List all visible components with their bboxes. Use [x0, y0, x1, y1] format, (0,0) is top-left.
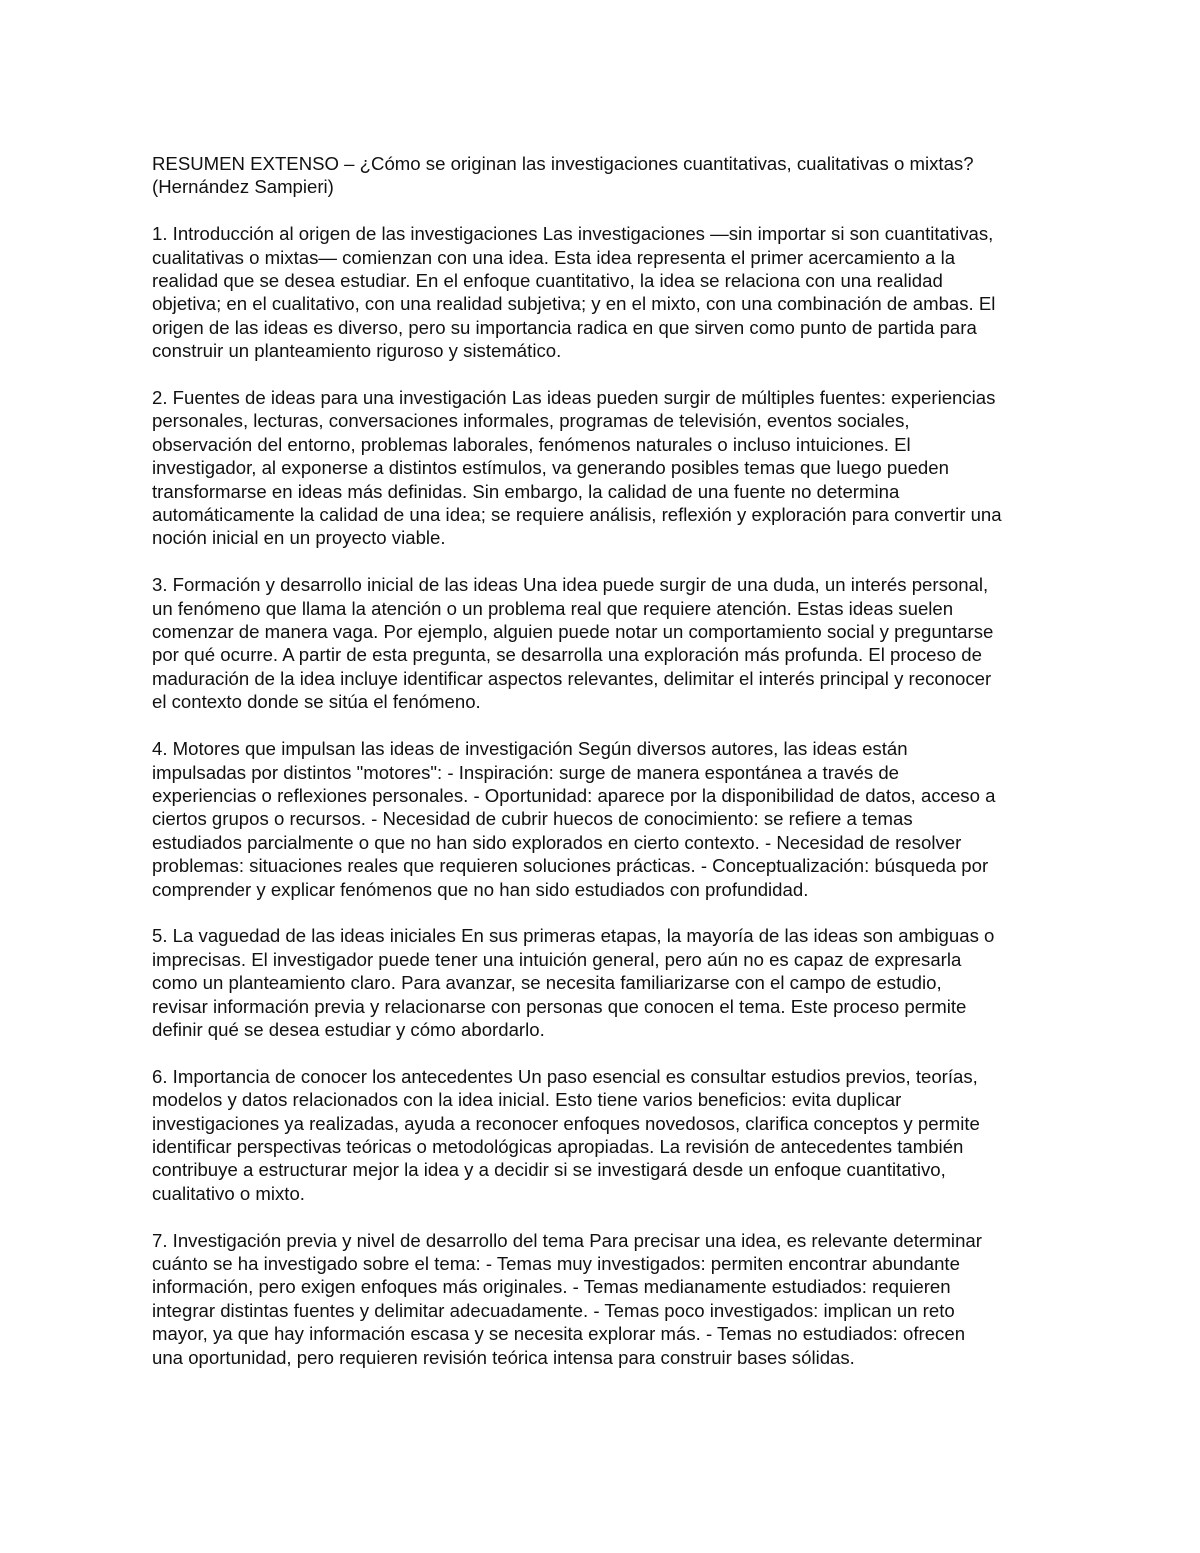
- paragraph-investigacion-previa: 7. Investigación previa y nivel de desarrollo del tema Para precisar una idea, es relevante determinar cuánto se ha investigado sobre el tema: - Temas muy investigados: permiten encontrar abundante información, pero exigen enfoques más originales. - Temas medianamente estudiados: requieren integrar distintas fuentes y delimitar adecuadamente. - Temas poco investigados: implican un reto mayor, ya que hay información escasa y se necesita explorar más. - Temas no estudiados: ofrecen una oportunidad, pero requieren revisión teórica intensa para construir bases sólidas.: [152, 1229, 982, 1368]
- document-title: RESUMEN EXTENSO – ¿Cómo se originan las investigaciones cuantitativas, cualitativas o mixtas? (Hernández Sampieri): [152, 153, 974, 198]
- paragraph-motores: 4. Motores que impulsan las ideas de investigación Según diversos autores, las ideas están impulsadas por distintos "motores": - Inspiración: surge de manera espontánea a través de experiencias o reflexiones personales. - Oportunidad: aparece por la disponibilidad de datos, acceso a ciertos grupos o recursos. - Necesidad de cubrir huecos de conocimiento: se refiere a temas estudiados parcialmente o que no han sido explorados en cierto contexto. - Necesidad de resolver problemas: situaciones reales que requieren soluciones prácticas. - Conceptualización: búsqueda por comprender y explicar fenómenos que no han sido estudiados con profundidad.: [152, 738, 996, 900]
- document-page: [152, 152, 1052, 1392]
- paragraph-antecedentes: 6. Importancia de conocer los antecedentes Un paso esencial es consultar estudios previos, teorías, modelos y datos relacionados con la idea inicial. Esto tiene varios beneficios: evita duplicar investigaciones ya realizadas, ayuda a reconocer enfoques novedosos, clarifica conceptos y permite identificar perspectivas teóricas o metodológicas apropiadas. La revisión de antecedentes también contribuye a estructurar mejor la idea y a decidir si se investigará desde un enfoque cuantitativo, cualitativo o mixto.: [152, 1065, 980, 1204]
- paragraph-fuentes-de-ideas: 2. Fuentes de ideas para una investigación Las ideas pueden surgir de múltiples fuentes: experiencias personales, lecturas, conversaciones informales, programas de televisión, eventos sociales, observación del entorno, problemas laborales, fenómenos naturales o incluso intuiciones. El investigador, al exponerse a distintos estímulos, va generando posibles temas que luego pueden transformarse en ideas más definidas. Sin embargo, la calidad de una fuente no determina automáticamente la calidad de una idea; se requiere análisis, reflexión y exploración para convertir una noción inicial en un proyecto viable.: [152, 387, 1002, 549]
- paragraph-vaguedad: 5. La vaguedad de las ideas iniciales En sus primeras etapas, la mayoría de las ideas son ambiguas o imprecisas. El investigador puede tener una intuición general, pero aún no es capaz de expresarla como un planteamiento claro. Para avanzar, se necesita familiarizarse con el campo de estudio, revisar información previa y relacionarse con personas que conocen el tema. Este proceso permite definir qué se desea estudiar y cómo abordarlo.: [152, 925, 995, 1040]
- paragraph-formacion-desarrollo: 3. Formación y desarrollo inicial de las ideas Una idea puede surgir de una duda, un interés personal, un fenómeno que llama la atención o un problema real que requiere atención. Estas ideas suelen comenzar de manera vaga. Por ejemplo, alguien puede notar un comportamiento social y preguntarse por qué ocurre. A partir de esta pregunta, se desarrolla una exploración más profunda. El proceso de maduración de la idea incluye identificar aspectos relevantes, delimitar el interés principal y reconocer el contexto donde se sitúa el fenómeno.: [152, 574, 994, 713]
- paragraph-introduccion: 1. Introducción al origen de las investigaciones Las investigaciones —sin importar si son cuantitativas, cualitativas o mixtas— comienzan con una idea. Esta idea representa el primer acercamiento a la realidad que se desea estudiar. En el enfoque cuantitativo, la idea se relaciona con una realidad objetiva; en el cualitativo, con una realidad subjetiva; y en el mixto, con una combinación de ambas. El origen de las ideas es diverso, pero su importancia radica en que sirven como punto de partida para construir un planteamiento riguroso y sistemático.: [152, 223, 996, 362]
